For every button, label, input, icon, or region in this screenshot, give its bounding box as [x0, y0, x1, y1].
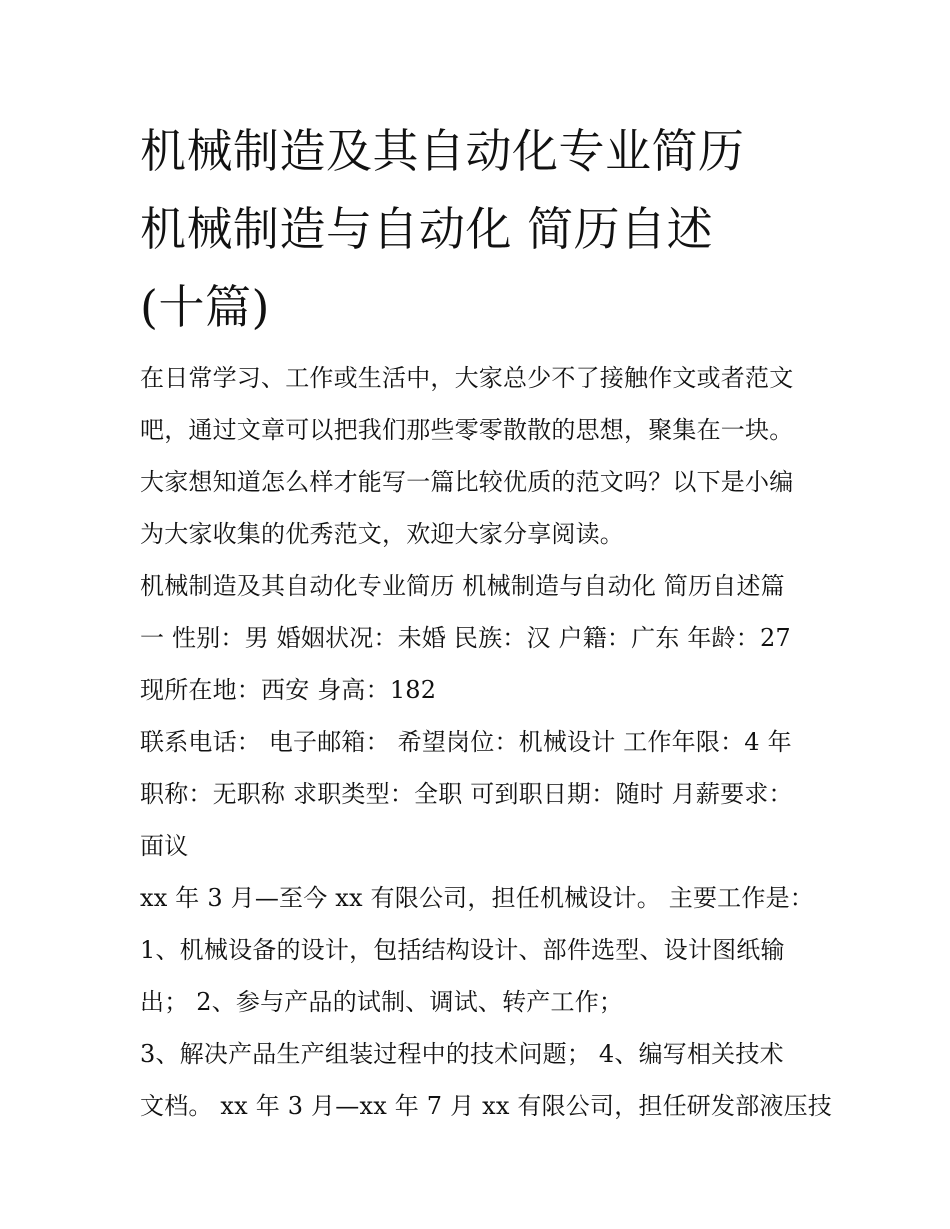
work-experience-line: 文档。 xx 年 3 月—xx 年 7 月 xx 有限公司，担任研发部液压技 [140, 1092, 833, 1120]
contact-info-line: 联系电话： 电子邮箱： 希望岗位：机械设计 工作年限：4 年 [140, 728, 792, 756]
work-experience-line: 出； 2、参与产品的试制、调试、转产工作； [140, 988, 624, 1016]
personal-info-line: 一 性别：男 婚姻状况：未婚 民族：汉 户籍：广东 年龄：27 [140, 624, 791, 652]
personal-info-line: 现所在地：西安 身高：182 [140, 676, 437, 704]
document-body [140, 352, 833, 1132]
title-line: 机械制造及其自动化专业简历 [140, 124, 745, 178]
work-experience-line: 3、解决产品生产组装过程中的技术问题； 4、编写相关技术 [140, 1040, 784, 1068]
contact-info-line: 职称：无职称 求职类型：全职 可到职日期：随时 月薪要求： [140, 780, 793, 808]
title-line: (十篇) [140, 280, 270, 334]
document-title [140, 112, 840, 346]
intro-paragraph-line: 吧，通过文章可以把我们那些零零散散的思想，聚集在一块。 [140, 416, 794, 444]
resume-heading-line: 机械制造及其自动化专业简历 机械制造与自动化 简历自述篇 [140, 572, 785, 600]
work-experience-line: 1、机械设备的设计，包括结构设计、部件选型、设计图纸输 [140, 936, 785, 964]
intro-paragraph-line: 在日常学习、工作或生活中，大家总少不了接触作文或者范文 [140, 364, 794, 392]
intro-paragraph-line: 为大家收集的优秀范文，欢迎大家分享阅读。 [140, 520, 624, 548]
work-experience-line: xx 年 3 月—至今 xx 有限公司，担任机械设计。 主要工作是： [140, 884, 814, 912]
intro-paragraph-line: 大家想知道怎么样才能写一篇比较优质的范文吗？以下是小编 [140, 468, 794, 496]
contact-info-line: 面议 [140, 832, 189, 860]
title-line: 机械制造与自动化 简历自述 [140, 202, 714, 256]
